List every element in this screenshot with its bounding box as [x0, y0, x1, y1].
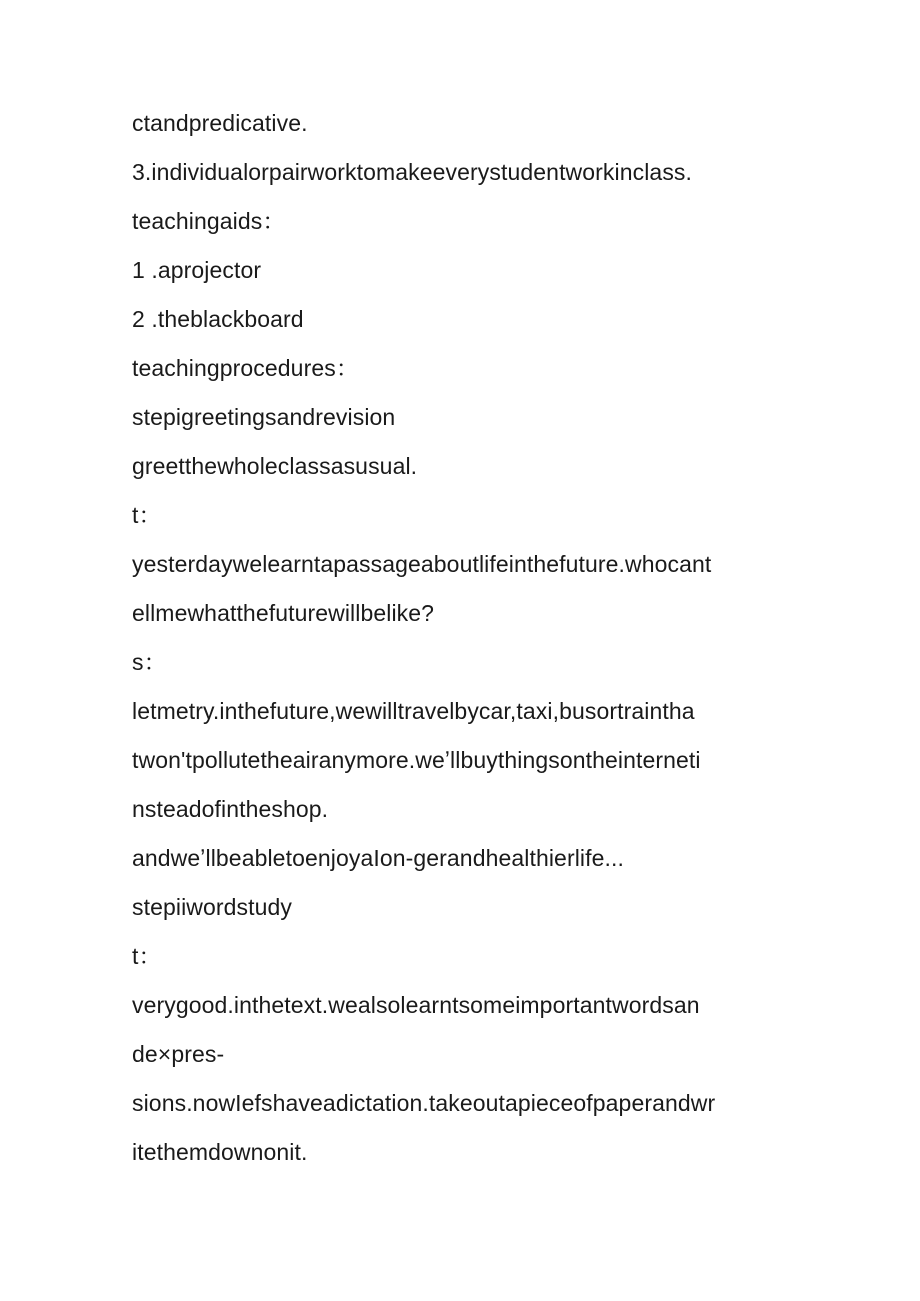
text-line: t： — [132, 502, 162, 528]
text-line: sions.nowIefshaveadictation.takeoutapieceofpaperandwr — [132, 1090, 716, 1116]
text-line: teachingaids： — [132, 208, 286, 234]
text-line: stepigreetingsandrevision — [132, 404, 396, 430]
text-line: t： — [132, 943, 162, 969]
text-line: nsteadofintheshop. — [132, 796, 329, 822]
text-line: andweʼllbeabletoenjoyaIon-gerandhealthierlife... — [132, 845, 624, 871]
text-line: de×pres- — [132, 1041, 225, 1067]
text-line: 2 .theblackboard — [132, 306, 304, 332]
text-line: s： — [132, 649, 167, 675]
text-line: yesterdaywelearntapassageaboutlifeinthefuture.whocant — [132, 551, 712, 577]
text-line: 3.individualorpairworktomakeeverystudentworkinclass. — [132, 159, 693, 185]
text-line: stepiiwordstudy — [132, 894, 293, 920]
document-body — [132, 104, 792, 1182]
text-line: ellmewhatthefuturewillbelike? — [132, 600, 435, 626]
text-line: letmetry.inthefuture,wewilltravelbycar,taxi,busortraintha — [132, 698, 695, 724]
text-line: 1 .aprojector — [132, 257, 262, 283]
text-line: itethemdownonit. — [132, 1139, 308, 1165]
text-line: twon'tpollutetheairanymore.weʼllbuythingsontheinterneti — [132, 747, 701, 773]
text-line: ctandpredicative. — [132, 110, 308, 136]
text-line: teachingprocedures： — [132, 355, 359, 381]
text-line: greetthewholeclassasusual. — [132, 453, 418, 479]
text-line: verygood.inthetext.wealsolearntsomeimportantwordsan — [132, 992, 700, 1018]
